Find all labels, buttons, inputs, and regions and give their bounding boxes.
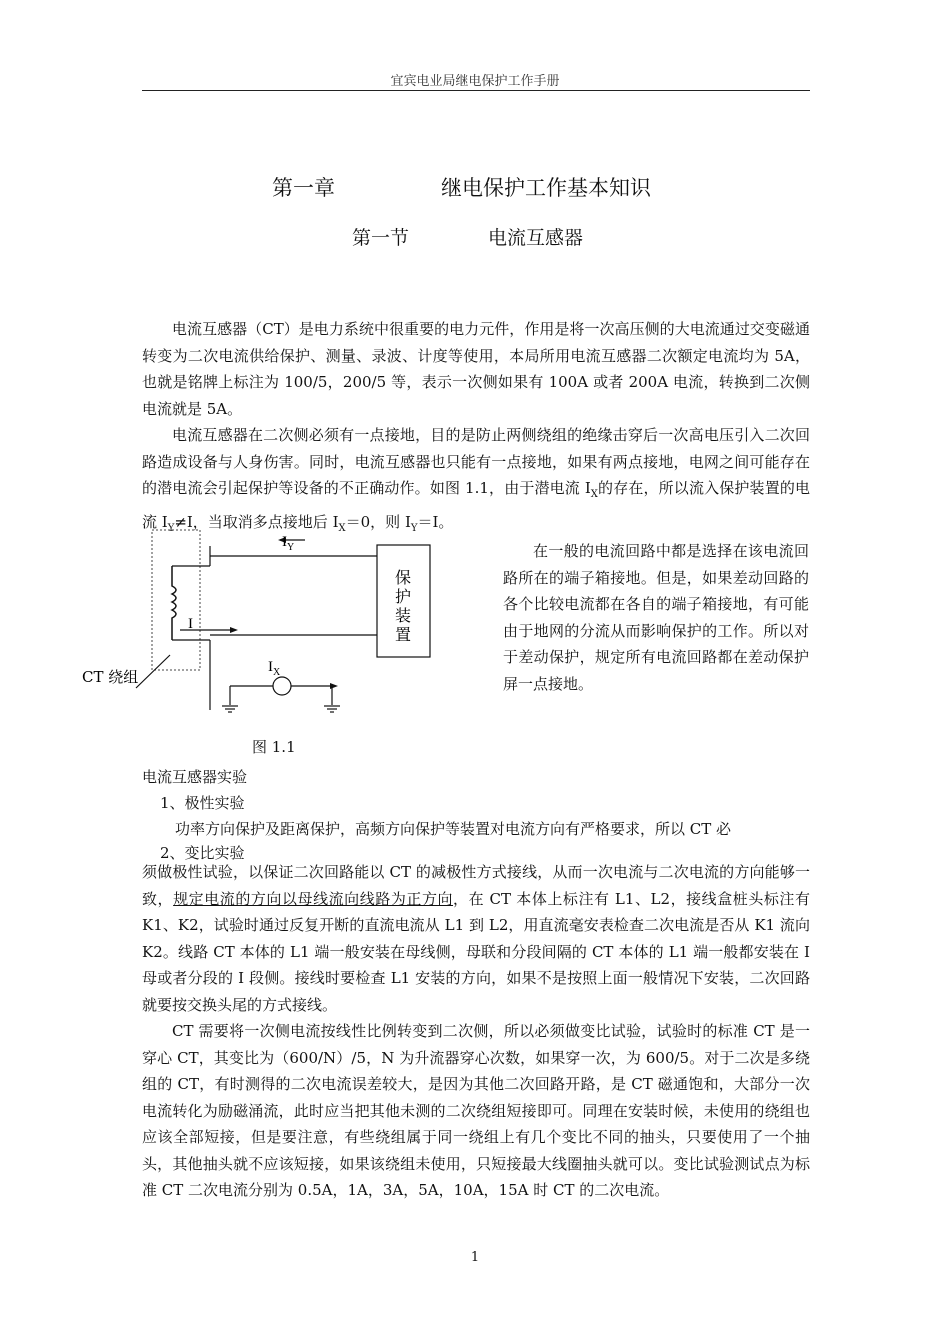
chapter-title: 继电保护工作基本知识 (441, 176, 651, 200)
device-label-char-2: 护 (394, 587, 412, 606)
ct-enclosure (152, 530, 200, 670)
device-label-char-4: 置 (394, 625, 412, 644)
direction-rule-underlined: 规定电流的方向以母线流向线路为正方向 (173, 889, 454, 908)
paragraph-polarity-test: 须做极性试验，以保证二次回路能以 CT 的减极性方式接线，从而一次电流与二次电流的方向能够一致，规定电流的方向以母线流向线路为正方向，在 CT 本体上标注有 L1、L2，接线盒桩头标注有 K1、K2，试验时通过反复开断的直流电流从 L1 到 L2，用直流毫安表检查二次电流是否从 K1 流向 K2。线路 CT 本体的 L1 端一般安装在母线侧，母联和分段间隔的 CT 本体的 L1 端一般都安装在 I 母或者分段的 I 段侧。接线时要检查 L1 安装的方向，如果不是按照上面一般情况下安装，二次回路就要按交换头尾的方式接线。 (142, 863, 810, 1014)
ammeter-icon (273, 677, 291, 695)
ct-pointer-line (136, 655, 170, 688)
section-title: 电流互感器 (488, 227, 584, 249)
chapter-number: 第一章 (272, 176, 335, 200)
ix-label: $I_X$ (268, 659, 281, 678)
paragraph-grounding: 电流互感器在二次侧必须有一点接地，目的是防止两侧绕组的绝缘击穿后一次高电压引入二次回路造成设备与人身伤害。同时，电流互感器也只能有一点接地，如果有两点接地，电网之间可能存在的潜电流会引起保护等设备的不正确动作。如图 1.1，由于潜电流 $I_X$的存在，所以流入保护装置的电流 $I_Y\ne I$，当取消多点接地后 $I_X=0$，则 $I_Y=I$。 (142, 426, 810, 534)
experiments-heading: 电流互感器实验 (142, 768, 248, 786)
ct-coil (172, 566, 176, 640)
experiment-1-heading: 1、极性实验 (160, 794, 245, 812)
paragraph-ratio-test: CT 需要将一次侧电流按线性比例转变到二次侧，所以必须做变比试验，试验时的标准 CT 是一穿心 CT，其变比为（600/N）/5，N 为升流器穿心次数，如果穿一次，为 600/5。对于二次是多绕组的 CT，有时测得的二次电流误差较大，是因为其他二次回路开路，是 CT 磁通饱和，大部分一次电流转化为励磁涌流，此时应当把其他未测的二次绕组短接即可。同理在安装时候，未使用的绕组也应该全部短接，但是要注意，有些绕组属于同一绕组上有几个变比不同的抽头，只要使用了一个抽头，其他抽头就不应该短接，如果该绕组未使用，只短接最大线圈抽头就可以。变比试验测试点为标准 CT 二次电流分别为 0.5A，1A，3A，5A，10A，15A 时 CT 的二次电流。 (142, 1022, 810, 1199)
device-label-char-1: 保 (394, 568, 412, 587)
paragraph-ct-intro: 电流互感器（CT）是电力系统中很重要的电力元件，作用是将一次高压侧的大电流通过交变磁通转变为二次电流供给保护、测量、录波、计度等使用，本局所用电流互感器二次额定电流均为 5A，也就是铭牌上标注为 100/5，200/5 等，表示一次侧如果有 100A 或者 200A 电流，转换到二次侧电流就是 5A。 (142, 320, 810, 418)
page-number: 1 (470, 1250, 480, 1265)
iy-label: $I_Y$ (282, 534, 295, 553)
experiment-1-text: 功率方向保护及距离保护，高频方向保护等装置对电流方向有严格要求，所以 CT 必 (175, 820, 732, 838)
page-header-title: 宜宾电业局继电保护工作手册 (390, 74, 560, 89)
paragraph-single-point-grounding: 在一般的电流回路中都是选择在该电流回路所在的端子箱接地。但是，如果差动回路的各个比较电流都在各自的端子箱接地，有可能由于地网的分流从而影响保护的工作。所以对于差动保护，规定所有电流回路都在差动保护屏一点接地。 (503, 542, 809, 693)
ix-arrow-icon (330, 683, 338, 689)
header-rule (142, 90, 810, 91)
figure-1-1-diagram (60, 510, 450, 720)
ground-left-icon (222, 706, 238, 712)
device-label-char-3: 装 (394, 606, 412, 625)
section-number: 第一节 (352, 227, 410, 249)
i-label: I (188, 616, 193, 632)
figure-caption: 图 1.1 (252, 738, 296, 756)
ct-winding-label: CT 绕组 (82, 668, 139, 686)
i-arrow-icon (230, 627, 238, 633)
ground-right-icon (324, 706, 340, 712)
experiment-2-heading: 2、变比实验 (160, 844, 245, 862)
